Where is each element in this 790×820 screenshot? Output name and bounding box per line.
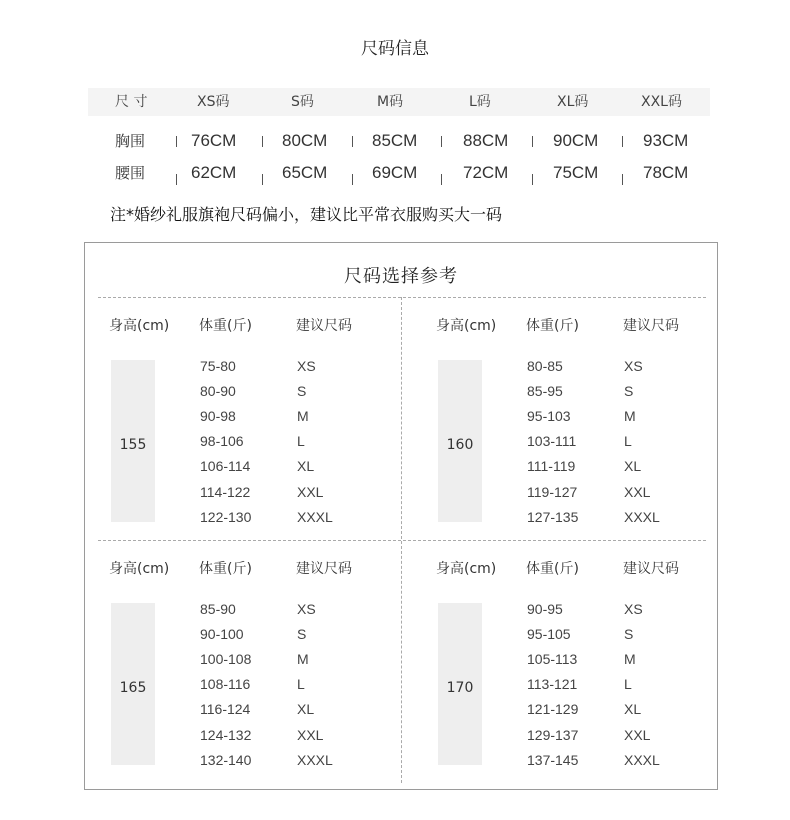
weight-range: 85-95 [527,383,563,400]
weight-range: 105-113 [527,651,578,668]
separator [352,136,353,147]
separator [622,174,623,185]
recommended-size: XXXL [624,751,660,768]
separator [176,174,177,185]
recommended-size: XXL [297,726,324,743]
weight-range: 114-122 [200,483,251,500]
column-header-size: 建议尺码 [623,318,679,334]
waist-xxl: 78CM [643,163,689,182]
chest-row [0,126,790,156]
chest-m: 85CM [372,131,418,150]
size-header-xl: XL码 [557,94,589,110]
recommended-size: XXL [624,483,651,500]
separator [262,174,263,185]
weight-range: 111-119 [527,458,576,475]
weight-range: 100-108 [200,651,252,668]
column-header-weight: 体重(斤) [199,561,252,577]
column-header-size: 建议尺码 [623,561,679,577]
separator [441,136,442,147]
recommended-size: M [624,408,636,425]
size-header-label: 尺 寸 [115,94,148,110]
waist-s: 65CM [282,163,328,182]
height-value: 165 [119,680,147,696]
size-header-m: M码 [377,94,404,110]
chest-label: 胸围 [115,132,146,150]
height-value: 160 [446,437,474,453]
weight-range: 129-137 [527,726,579,743]
weight-range: 80-85 [527,358,563,374]
recommended-size: XL [297,701,315,718]
weight-range: 119-127 [527,483,578,500]
weight-range: 95-103 [527,408,571,425]
recommended-size: XL [297,458,315,475]
waist-m: 69CM [372,163,418,182]
recommended-size: XXL [297,483,324,500]
divider [401,297,402,783]
recommended-size: L [624,433,632,450]
divider [98,540,706,541]
waist-xs: 62CM [191,163,237,182]
size-header-xs: XS码 [197,94,230,110]
recommended-size: XXXL [297,508,333,525]
weight-range: 80-90 [200,383,236,400]
recommended-size: XS [297,358,316,374]
column-header-height: 身高(cm) [436,561,497,577]
recommended-size: XXXL [624,508,660,525]
column-header-size: 建议尺码 [296,318,352,334]
column-header-height: 身高(cm) [436,318,497,334]
weight-range: 132-140 [200,751,252,768]
weight-range: 116-124 [200,701,251,718]
weight-range: 108-116 [200,676,251,693]
separator [176,136,177,147]
size-note: 注*婚纱礼服旗袍尺码偏小，建议比平常衣服购买大一码 [110,205,503,224]
separator [352,174,353,185]
size-header-xxl: XXL码 [641,94,682,110]
chest-xl: 90CM [553,131,599,150]
weight-range: 113-121 [527,676,578,693]
divider [98,297,706,298]
recommended-size: S [624,383,634,400]
separator [441,174,442,185]
column-header-weight: 体重(斤) [526,318,579,334]
weight-range: 90-100 [200,626,244,643]
waist-label: 腰围 [115,164,146,182]
recommended-size: XS [297,601,316,617]
weight-range: 95-105 [527,626,571,643]
chest-xxl: 93CM [643,131,689,150]
size-header-l: L码 [469,94,491,110]
weight-range: 90-95 [527,601,563,617]
weight-range: 106-114 [200,458,251,475]
height-value: 170 [446,680,474,696]
column-header-weight: 体重(斤) [526,561,579,577]
recommended-size: XXL [624,726,651,743]
weight-range: 103-111 [527,433,577,450]
recommended-size: XXXL [297,751,333,768]
weight-range: 121-129 [527,701,579,718]
recommended-size: M [297,651,309,668]
chest-s: 80CM [282,131,328,150]
weight-range: 75-80 [200,358,236,374]
weight-range: 90-98 [200,408,236,425]
size-header-row [88,88,710,116]
weight-range: 124-132 [200,726,252,743]
column-header-weight: 体重(斤) [199,318,252,334]
size-header-s: S码 [291,94,314,110]
weight-range: 85-90 [200,601,236,617]
separator [532,174,533,185]
recommended-size: XS [624,358,643,374]
waist-l: 72CM [463,163,509,182]
recommended-size: L [297,676,305,693]
height-value: 155 [119,437,147,453]
column-header-size: 建议尺码 [296,561,352,577]
recommended-size: XL [624,458,642,475]
recommended-size: L [297,433,305,450]
separator [532,136,533,147]
column-header-height: 身高(cm) [109,318,170,334]
recommended-size: XS [624,601,643,617]
recommended-size: XL [624,701,642,718]
recommended-size: M [297,408,309,425]
weight-range: 122-130 [200,508,252,525]
recommended-size: L [624,676,632,693]
waist-xl: 75CM [553,163,599,182]
recommended-size: M [624,651,636,668]
size-guide-title: 尺码选择参考 [344,266,458,287]
weight-range: 98-106 [200,433,244,450]
column-header-height: 身高(cm) [109,561,170,577]
chest-l: 88CM [463,131,509,150]
weight-range: 127-135 [527,508,579,525]
recommended-size: S [624,626,634,643]
separator [622,136,623,147]
recommended-size: S [297,383,307,400]
chest-xs: 76CM [191,131,237,150]
weight-range: 137-145 [527,751,579,768]
separator [262,136,263,147]
page-title: 尺码信息 [361,39,429,59]
recommended-size: S [297,626,307,643]
waist-row [0,158,790,188]
